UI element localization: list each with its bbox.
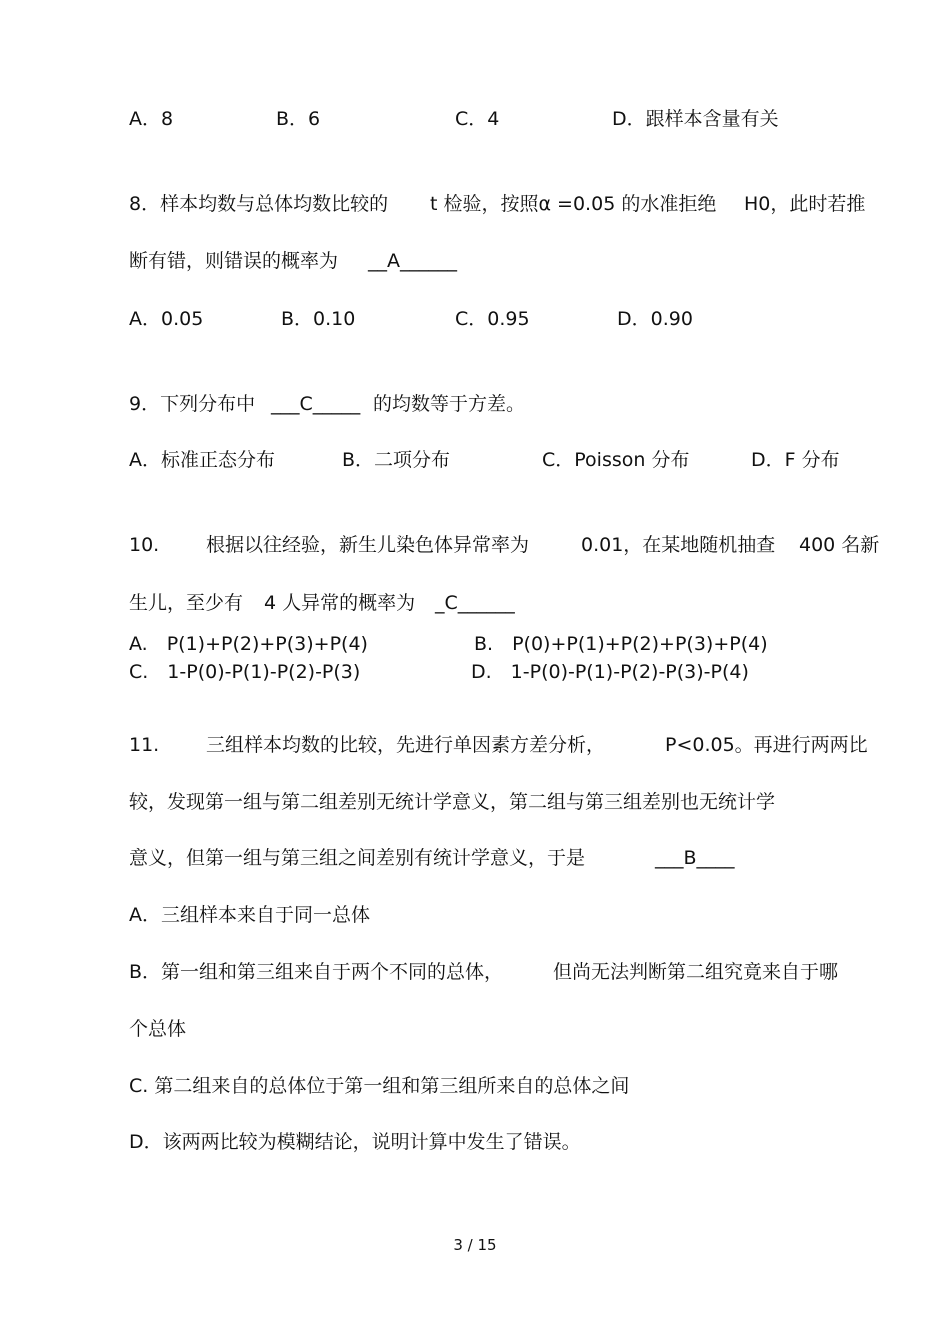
q9-option-a: A．标准正态分布 <box>129 449 275 471</box>
q11-option-c: C. 第二组来自的总体位于第一组和第三组所来自的总体之间 <box>129 1075 630 1097</box>
q10-option-b: B. P(0)+P(1)+P(2)+P(3)+P(4) <box>474 633 768 655</box>
q8-stem-line2: 断有错，则错误的概率为 <box>129 250 339 272</box>
q8-option-b: B．0.10 <box>281 308 356 330</box>
q10-answer: _C______ <box>435 592 515 614</box>
q10-stem-part2: 0.01，在某地随机抽查 <box>581 534 776 556</box>
q10-option-a: A. P(1)+P(2)+P(3)+P(4) <box>129 633 368 655</box>
q11-number: 11. <box>129 734 160 756</box>
q11-stem-line2: 较，发现第一组与第二组差别无统计学意义，第二组与第三组差别也无统计学 <box>129 791 776 813</box>
q11-option-d: D．该两两比较为模糊结论，说明计算中发生了错误。 <box>129 1131 581 1153</box>
q10-number: 10. <box>129 534 160 556</box>
q10-option-d: D. 1-P(0)-P(1)-P(2)-P(3)-P(4) <box>471 661 749 683</box>
q8-option-a: A．0.05 <box>129 308 204 330</box>
q8-option-c: C．0.95 <box>455 308 530 330</box>
q9-stem-part2: 的均数等于方差。 <box>373 393 526 415</box>
q7-option-d: D．跟样本含量有关 <box>612 108 779 130</box>
q8-answer: __A______ <box>368 250 457 272</box>
q8-option-d: D．0.90 <box>617 308 693 330</box>
q11-stem-line1b: P<0.05。再进行两两比 <box>665 734 868 756</box>
q7-option-b: B．6 <box>276 108 321 130</box>
q11-stem-line3: 意义，但第一组与第三组之间差别有统计学意义，于是 <box>129 847 586 869</box>
q11-answer: ___B____ <box>655 847 735 869</box>
q10-stem-line2b: 4 人异常的概率为 <box>264 592 416 614</box>
q7-option-a: A．8 <box>129 108 174 130</box>
q11-option-a: A．三组样本来自于同一总体 <box>129 904 370 926</box>
q8-stem-part1: 8．样本均数与总体均数比较的 <box>129 193 389 215</box>
q9-stem-part1: 9．下列分布中 <box>129 393 256 415</box>
q10-stem-part3: 400 名新 <box>799 534 880 556</box>
q10-stem-line2a: 生儿，至少有 <box>129 592 244 614</box>
q9-option-b: B．二项分布 <box>342 449 451 471</box>
q11-option-b-line1a: B．第一组和第三组来自于两个不同的总体， <box>129 961 504 983</box>
q11-stem-line1a: 三组样本均数的比较，先进行单因素方差分析， <box>206 734 606 756</box>
q9-option-c: C．Poisson 分布 <box>542 449 690 471</box>
q10-stem-part1: 根据以往经验，新生儿染色体异常率为 <box>206 534 530 556</box>
q7-option-c: C．4 <box>455 108 500 130</box>
q11-option-b-line2: 个总体 <box>129 1018 187 1040</box>
q8-stem-part3: H0，此时若推 <box>744 193 866 215</box>
q10-option-c: C. 1-P(0)-P(1)-P(2)-P(3) <box>129 661 361 683</box>
q9-option-d: D．F 分布 <box>751 449 840 471</box>
q9-answer: ___C_____ <box>271 393 361 415</box>
page-number: 3 / 15 <box>453 1236 497 1254</box>
q11-option-b-line1b: 但尚无法判断第二组究竟来自于哪 <box>553 961 839 983</box>
q8-stem-part2: t 检验，按照α =0.05 的水准拒绝 <box>430 193 717 215</box>
